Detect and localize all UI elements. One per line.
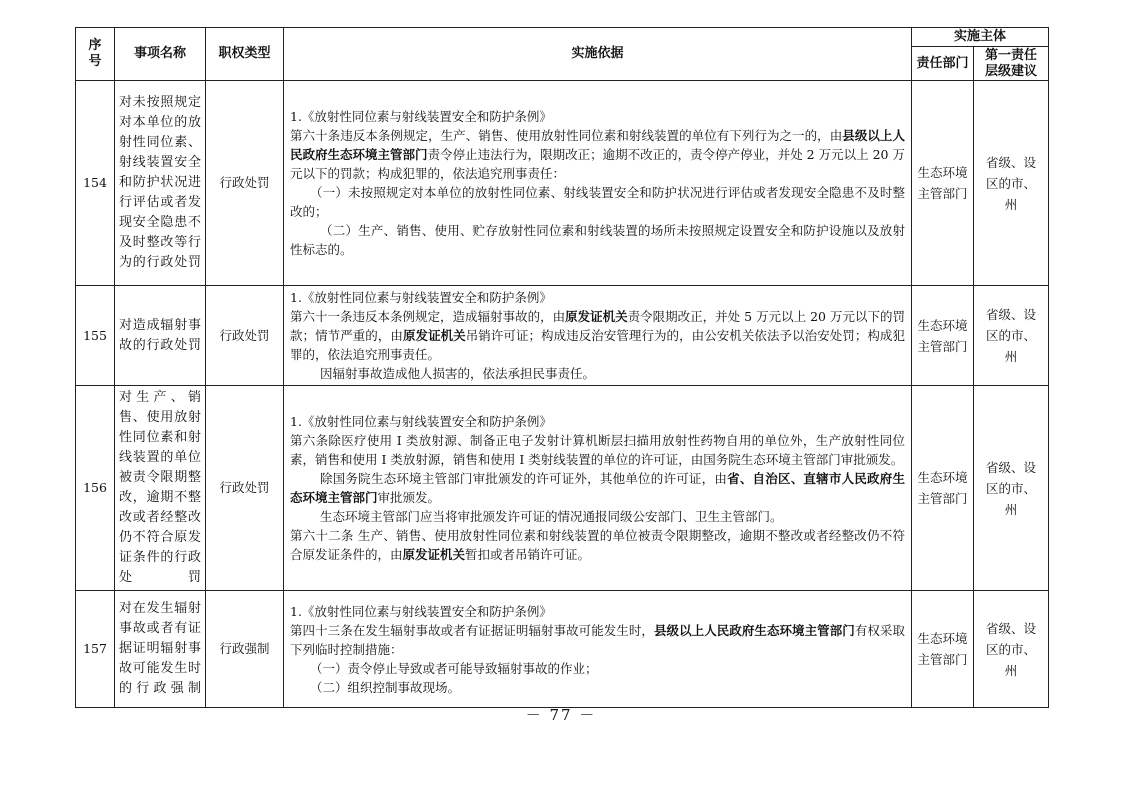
basis-law-title: 1.《放射性同位素与射线装置安全和防护条例》 [290,290,552,305]
row-dept: 生态环境主管部门 [912,81,974,286]
basis-law-title: 1.《放射性同位素与射线装置安全和防护条例》 [290,109,552,124]
table-row [76,81,1049,286]
row-seq: 156 [76,386,115,591]
row-item-name: 对造成辐射事故的行政处罚 [115,286,206,386]
basis-item: （一）未按照规定对本单位的放射性同位素、射线装置安全和防护状况进行评估或者发现安全隐患不及时整改的； [290,185,905,219]
row-dept: 生态环境主管部门 [912,591,974,708]
header-basis: 实施依据 [284,28,912,81]
row-item-name: 对在发生辐射事故或者有证据证明辐射事故可能发生时的行政强制 [115,591,206,708]
header-level: 第一责任层级建议 [974,47,1049,81]
header-type: 职权类型 [206,28,284,81]
row-seq: 155 [76,286,115,386]
table-row [76,591,1049,708]
powers-table [75,27,1049,708]
row-seq: 157 [76,591,115,708]
basis-item: （二）生产、销售、使用、贮存放射性同位素和射线装置的场所未按照规定设置安全和防护设施以及放射性标志的。 [290,223,905,257]
row-basis [284,591,912,708]
basis-item: （二）组织控制事故现场。 [310,679,461,695]
row-seq: 154 [76,81,115,286]
row-level: 省级、设区的市、州 [974,81,1049,286]
basis-paragraph: 第六条除医疗使用 I 类放射源、制备正电子发射计算机断层扫描用放射性药物自用的单位外，生产放射性同位素，销售和使用 I 类放射源，销售和使用 I 类射线装置的单位的许可证，由国务院生态环境主管部门审批颁发。 [290,433,905,467]
row-power-type: 行政处罚 [206,286,284,386]
row-basis [284,286,912,386]
row-item-name: 对未按照规定对本单位的放射性同位素、射线装置安全和防护状况进行评估或者发现安全隐患不及时整改等行为的行政处罚 [115,81,206,286]
row-level: 省级、设区的市、州 [974,286,1049,386]
basis-paragraph: 第六十一条违反本条例规定，造成辐射事故的，由原发证机关责令限期改正，并处 5 万元以上 20 万元以下的罚款；情节严重的，由原发证机关吊销许可证；构成违反治安管理行为的，由公安机关依法予以治安处罚；构成犯罪的，依法追究刑事责任。 [290,309,905,362]
basis-paragraph: 因辐射事故造成他人损害的，依法承担民事责任。 [320,366,596,381]
row-level: 省级、设区的市、州 [974,591,1049,708]
basis-paragraph: 除国务院生态环境主管部门审批颁发的许可证外，其他单位的许可证，由省、自治区、直辖市人民政府生态环境主管部门审批颁发。 [290,471,905,505]
header-subject: 实施主体 [912,28,1049,47]
header-seq: 序号 [76,28,115,81]
row-item-name: 对生产、销售、使用放射性同位素和射线装置的单位被责令限期整改，逾期不整改或者经整改仍不符合原发证条件的行政处罚 [115,386,206,591]
row-basis [284,81,912,286]
basis-item: （一）责令停止导致或者可能导致辐射事故的作业； [310,660,598,676]
row-dept: 生态环境主管部门 [912,386,974,591]
table-row [76,386,1049,591]
basis-law-title: 1.《放射性同位素与射线装置安全和防护条例》 [290,603,552,619]
basis-paragraph: 第六十二条 生产、销售、使用放射性同位素和射线装置的单位被责令限期整改，逾期不整改或者经整改仍不符合原发证条件的，由原发证机关暂扣或者吊销许可证。 [290,528,905,562]
basis-paragraph: 第四十三条在发生辐射事故或者有证据证明辐射事故可能发生时，县级以上人民政府生态环境主管部门有权采取下列临时控制措施： [290,622,905,657]
row-level: 省级、设区的市、州 [974,386,1049,591]
row-basis [284,386,912,591]
basis-paragraph: 生态环境主管部门应当将审批颁发许可证的情况通报同级公安部门、卫生主管部门。 [320,509,783,524]
row-power-type: 行政处罚 [206,386,284,591]
basis-paragraph: 第六十条违反本条例规定，生产、销售、使用放射性同位素和射线装置的单位有下列行为之一的，由县级以上人民政府生态环境主管部门责令停止违法行为，限期改正；逾期不改正的，责令停产停业，并处 2 万元以上 20 万元以下的罚款；构成犯罪的，依法追究刑事责任： [290,128,905,181]
header-dept: 责任部门 [912,47,974,81]
page-number: － 77 － [525,706,597,724]
table-row [76,286,1049,386]
row-dept: 生态环境主管部门 [912,286,974,386]
row-power-type: 行政处罚 [206,81,284,286]
header-name: 事项名称 [115,28,206,81]
row-power-type: 行政强制 [206,591,284,708]
basis-law-title: 1.《放射性同位素与射线装置安全和防护条例》 [290,414,552,429]
